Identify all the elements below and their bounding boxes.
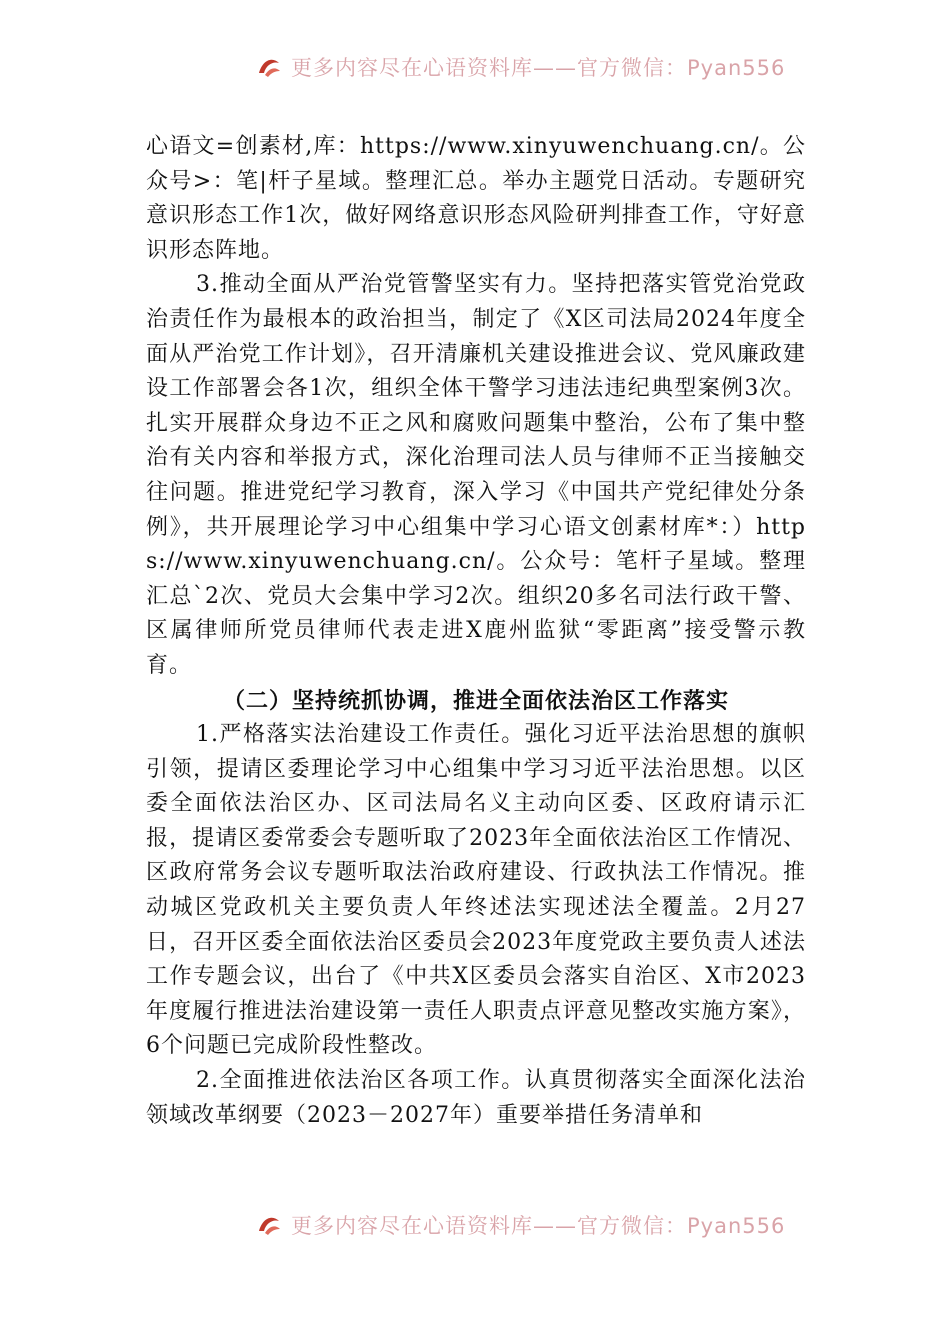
paragraph-1: 心语文=创素材,库：https://www.xinyuwenchuang.cn/。公众号>：笔|杆子星域。整理汇总。举办主题党日活动。专题研究意识形态工作1次，做好网络意识形态风险研判排查工作，守好意识形态阵地。	[146, 134, 806, 263]
paragraph-3: 1.严格落实法治建设工作责任。强化习近平法治思想的旗帜引领，提请区委理论学习中心组集中学习习近平法治思想。以区委全面依法治区办、区司法局名义主动向区委、区政府请示汇报，提请区委常委会专题听取了2023年全面依法治区工作情况、区政府常务会议专题听取法治政府建设、行政执法工作情况。推动城区党政机关主要负责人年终述法实现述法全覆盖。2月27日，召开区委全面依法治区委员会2023年度党政主要负责人述法工作专题会议，出台了《中共X区委员会落实自治区、X市2023年度履行推进法治建设第一责任人职责点评意见整改实施方案》，6个问题已完成阶段性整改。	[146, 722, 806, 1059]
footer-watermark	[255, 1210, 785, 1240]
logo-icon	[255, 53, 283, 81]
paragraph-2: 3.推动全面从严治党管警坚实有力。坚持把落实管党治党政治责任作为最根本的政治担当，制定了《X区司法局2024年度全面从严治党工作计划》，召开清廉机关建设推进会议、党风廉政建设工作部署会各1次，组织全体干警学习违法违纪典型案例3次。扎实开展群众身边不正之风和腐败问题集中整治，公布了集中整治有关内容和举报方式，深化治理司法人员与律师不正当接触交往问题。推进党纪学习教育，深入学习《中国共产党纪律处分条例》，共开展理论学习中心组集中学习心语文创素材库*：）https://www.xinyuwenchuang.cn/。公众号：笔杆子星域。整理汇总`2次、党员大会集中学习2次。组织20多名司法行政干警、区属律师所党员律师代表走进X鹿州监狱“零距离”接受警示教育。	[146, 272, 806, 678]
document-body	[146, 130, 806, 1133]
paragraph-4: 2.全面推进依法治区各项工作。认真贯彻落实全面深化法治领域改革纲要（2023－2027年）重要举措任务清单和	[146, 1068, 806, 1128]
watermark-text: 更多内容尽在心语资料库——官方微信：Pyan556	[291, 1214, 786, 1238]
watermark-text: 更多内容尽在心语资料库——官方微信：Pyan556	[291, 56, 786, 80]
section-heading: （二）坚持统抓协调，推进全面依法治区工作落实	[222, 687, 729, 714]
header-watermark	[255, 52, 785, 82]
logo-icon	[255, 1211, 283, 1239]
